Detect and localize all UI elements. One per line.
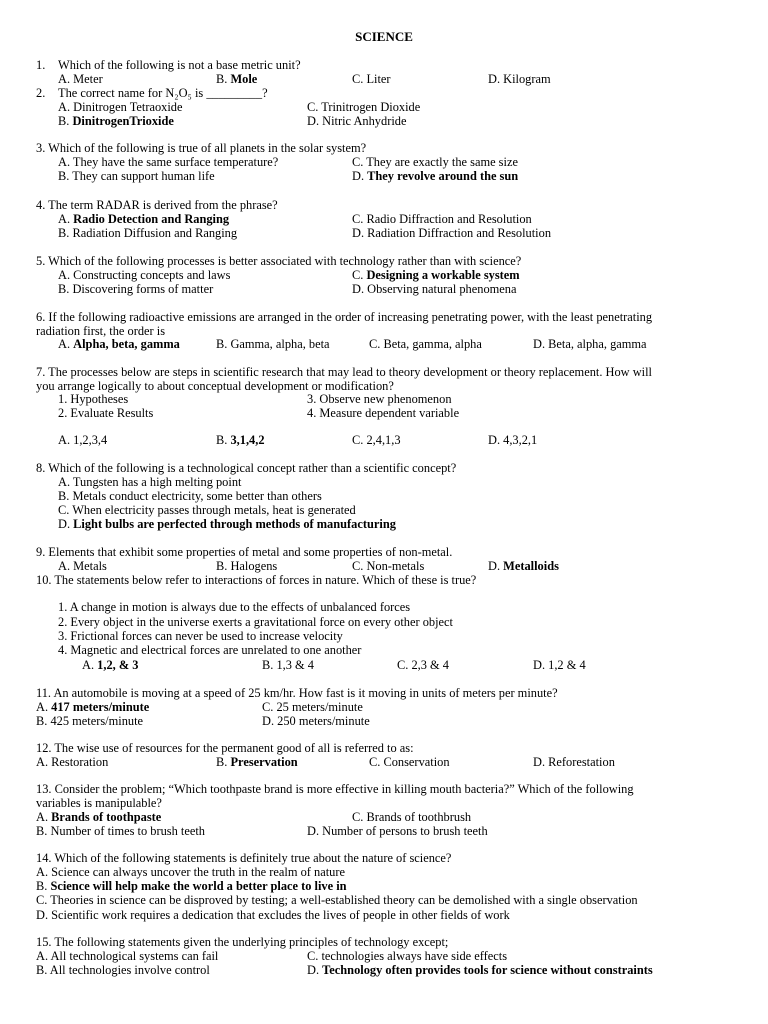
- q4-answer: Radio Detection and Ranging: [73, 212, 230, 226]
- q14-answer: Science will help make the world a better place to live in: [50, 879, 347, 893]
- q4-option-c: C. Radio Diffraction and Resolution: [352, 212, 532, 226]
- q5-option-b: B. Discovering forms of matter: [58, 282, 214, 296]
- q4-question: 4. The term RADAR is derived from the phrase?: [36, 198, 278, 212]
- q6-option-d: D. Beta, alpha, gamma: [533, 337, 647, 351]
- q1-option-a: A. Meter: [58, 72, 103, 86]
- q3-option-a: A. They have the same surface temperature?: [58, 155, 279, 169]
- q12-option-b: B. Preservation: [216, 755, 298, 769]
- q6-question-line1: 6. If the following radioactive emissions are arranged in the order of increasing penetrating power, with the least penetrating: [36, 310, 653, 324]
- q1-question: Which of the following is not a base metric unit?: [58, 58, 301, 72]
- q9-option-c: C. Non-metals: [352, 559, 425, 573]
- q12-answer: Preservation: [230, 755, 298, 769]
- q13-question-line1: 13. Consider the problem; “Which toothpaste brand is more effective in killing mouth bacteria?” Which of the following: [36, 782, 634, 796]
- q15-question: 15. The following statements given the underlying principles of technology except;: [36, 935, 449, 949]
- q8-question: 8. Which of the following is a technological concept rather than a scientific concept?: [36, 461, 457, 475]
- q2-option-d: D. Nitric Anhydride: [307, 114, 407, 128]
- q12-question: 12. The wise use of resources for the permanent good of all is referred to as:: [36, 741, 414, 755]
- q10-answer: 1,2, & 3: [97, 658, 139, 672]
- q15-answer: Technology often provides tools for science without constraints: [322, 963, 653, 977]
- q8-option-d: D. Light bulbs are perfected through methods of manufacturing: [58, 517, 396, 531]
- q1-option-b: B. Mole: [216, 72, 258, 86]
- q4-option-a: A. Radio Detection and Ranging: [58, 212, 230, 226]
- q6-answer: Alpha, beta, gamma: [73, 337, 180, 351]
- q7-option-b: B. 3,1,4,2: [216, 433, 265, 447]
- q4-option-d: D. Radiation Diffraction and Resolution: [352, 226, 552, 240]
- q2-answer: DinitrogenTrioxide: [72, 114, 174, 128]
- q7-step-4: 4. Measure dependent variable: [307, 406, 460, 420]
- q7-answer: 3,1,4,2: [230, 433, 265, 447]
- q7-option-d: D. 4,3,2,1: [488, 433, 538, 447]
- q6-option-c: C. Beta, gamma, alpha: [369, 337, 482, 351]
- q8-option-b: B. Metals conduct electricity, some better than others: [58, 489, 322, 503]
- q12-option-d: D. Reforestation: [533, 755, 615, 769]
- q2-option-a: A. Dinitrogen Tetraoxide: [58, 100, 183, 114]
- q10-option-b: B. 1,3 & 4: [262, 658, 314, 672]
- q4-option-b: B. Radiation Diffusion and Ranging: [58, 226, 238, 240]
- q12-option-c: C. Conservation: [369, 755, 450, 769]
- q7-step-3: 3. Observe new phenomenon: [307, 392, 452, 406]
- q6-option-a: A. Alpha, beta, gamma: [58, 337, 180, 351]
- q3-option-b: B. They can support human life: [58, 169, 215, 183]
- q14-option-c: C. Theories in science can be disproved by testing; a well-established theory can be demolished with a single observation: [36, 893, 638, 907]
- q10-statement-3: 3. Frictional forces can never be used to increase velocity: [58, 629, 343, 643]
- q7-step-2: 2. Evaluate Results: [58, 406, 154, 420]
- q14-option-a: A. Science can always uncover the truth in the realm of nature: [36, 865, 345, 879]
- q10-option-c: C. 2,3 & 4: [397, 658, 449, 672]
- q15-option-d: D. Technology often provides tools for science without constraints: [307, 963, 653, 977]
- q9-question: 9. Elements that exhibit some properties of metal and some properties of non-metal.: [36, 545, 453, 559]
- q7-step-1: 1. Hypotheses: [58, 392, 129, 406]
- q2-question: The correct name for N₂O₅ is _________?: [58, 86, 268, 100]
- q8-option-a: A. Tungsten has a high melting point: [58, 475, 242, 489]
- q10-option-d: D. 1,2 & 4: [533, 658, 586, 672]
- q15-option-a: A. All technological systems can fail: [36, 949, 219, 963]
- q3-answer: They revolve around the sun: [367, 169, 519, 183]
- q13-option-d: D. Number of persons to brush teeth: [307, 824, 488, 838]
- q15-option-b: B. All technologies involve control: [36, 963, 210, 977]
- q1-number: 1.: [36, 58, 46, 72]
- q11-answer: 417 meters/minute: [51, 700, 150, 714]
- q7-option-a: A. 1,2,3,4: [58, 433, 108, 447]
- q13-option-c: C. Brands of toothbrush: [352, 810, 472, 824]
- q11-option-a: A. 417 meters/minute: [36, 700, 150, 714]
- q5-option-a: A. Constructing concepts and laws: [58, 268, 231, 282]
- q3-option-d: D. They revolve around the sun: [352, 169, 519, 183]
- q13-option-a: A. Brands of toothpaste: [36, 810, 162, 824]
- q3-question: 3. Which of the following is true of all planets in the solar system?: [36, 141, 367, 155]
- q8-option-c: C. When electricity passes through metals, heat is generated: [58, 503, 356, 517]
- q1-answer: Mole: [230, 72, 258, 86]
- q5-answer: Designing a workable system: [366, 268, 520, 282]
- q11-question: 11. An automobile is moving at a speed of 25 km/hr. How fast is it moving in units of meters per minute?: [36, 686, 558, 700]
- q1-option-c: C. Liter: [352, 72, 391, 86]
- q5-question: 5. Which of the following processes is better associated with technology rather than with science?: [36, 254, 522, 268]
- q10-question: 10. The statements below refer to interactions of forces in nature. Which of these is true?: [36, 573, 477, 587]
- q11-option-b: B. 425 meters/minute: [36, 714, 144, 728]
- q14-option-b: B. Science will help make the world a better place to live in: [36, 879, 347, 893]
- q10-option-a: A. 1,2, & 3: [82, 658, 139, 672]
- q10-statement-1: 1. A change in motion is always due to the effects of unbalanced forces: [58, 600, 411, 614]
- q1-option-d: D. Kilogram: [488, 72, 551, 86]
- q9-option-d: D. Metalloids: [488, 559, 559, 573]
- q14-question: 14. Which of the following statements is definitely true about the nature of science?: [36, 851, 452, 865]
- q14-option-d: D. Scientific work requires a dedication that excludes the lives of people in other fields of work: [36, 908, 510, 922]
- q2-option-b: B. DinitrogenTrioxide: [58, 114, 174, 128]
- q8-answer: Light bulbs are perfected through methods of manufacturing: [73, 517, 396, 531]
- q6-option-b: B. Gamma, alpha, beta: [216, 337, 330, 351]
- q5-option-c: C. Designing a workable system: [352, 268, 520, 282]
- q10-statement-2: 2. Every object in the universe exerts a gravitational force on every other object: [58, 615, 453, 629]
- q10-statement-4: 4. Magnetic and electrical forces are unrelated to one another: [58, 643, 362, 657]
- q2-number: 2.: [36, 86, 46, 100]
- q9-option-b: B. Halogens: [216, 559, 278, 573]
- q13-option-b: B. Number of times to brush teeth: [36, 824, 205, 838]
- q9-answer: Metalloids: [503, 559, 559, 573]
- q11-option-d: D. 250 meters/minute: [262, 714, 370, 728]
- q13-question-line2: variables is manipulable?: [36, 796, 162, 810]
- q2-option-c: C. Trinitrogen Dioxide: [307, 100, 421, 114]
- page-title: SCIENCE: [355, 29, 413, 44]
- q7-question-line2: you arrange logically to about conceptual development or modification?: [36, 379, 394, 393]
- q5-option-d: D. Observing natural phenomena: [352, 282, 517, 296]
- q7-question-line1: 7. The processes below are steps in scientific research that may lead to theory development or theory replacement. How will: [36, 365, 652, 379]
- q9-option-a: A. Metals: [58, 559, 107, 573]
- q13-answer: Brands of toothpaste: [51, 810, 162, 824]
- q7-option-c: C. 2,4,1,3: [352, 433, 401, 447]
- q6-question-line2: radiation first, the order is: [36, 324, 166, 338]
- q15-option-c: C. technologies always have side effects: [307, 949, 508, 963]
- q12-option-a: A. Restoration: [36, 755, 109, 769]
- q3-option-c: C. They are exactly the same size: [352, 155, 518, 169]
- q11-option-c: C. 25 meters/minute: [262, 700, 363, 714]
